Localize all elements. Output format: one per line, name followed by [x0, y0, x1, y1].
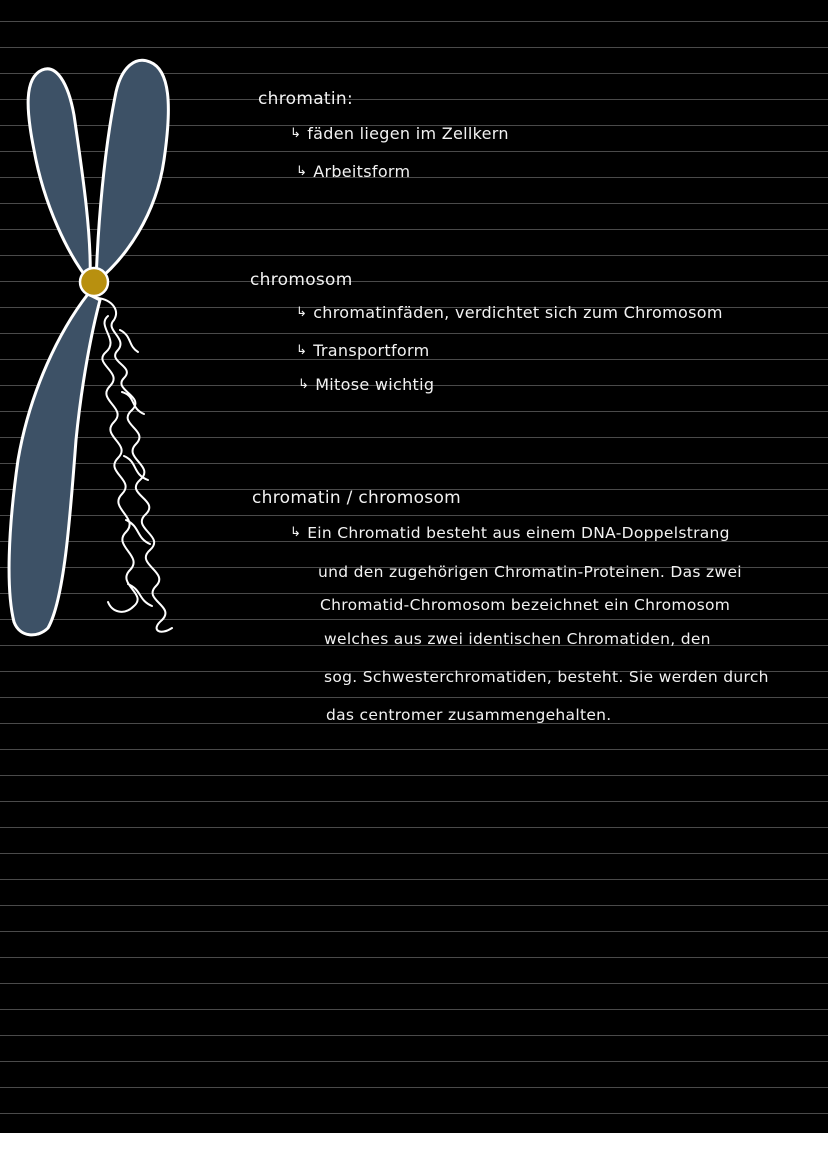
paragraph-line: das centromer zusammengehalten. [326, 706, 612, 724]
chromosome-arm-upper-left [28, 69, 90, 282]
paragraph-line: Chromatid-Chromosom bezeichnet ein Chromosom [320, 596, 731, 614]
point-text: Transportform [313, 341, 430, 360]
point-text: chromatinfäden, verdichtet sich zum Chromosom [313, 303, 723, 322]
note-point [290, 124, 509, 143]
chromosome-arm-lower-left [9, 294, 100, 635]
arrow-icon: ↳ [290, 525, 302, 540]
point-text: Mitose wichtig [315, 375, 435, 394]
arrow-icon: ↳ [296, 305, 308, 320]
paragraph-line [290, 524, 730, 542]
paragraph-text: Ein Chromatid besteht aus einem DNA-Doppelstrang [307, 524, 730, 542]
paragraph-line: und den zugehörigen Chromatin-Proteinen. Das zwei [318, 563, 742, 581]
arrow-icon: ↳ [298, 377, 310, 392]
paragraph-line: welches aus zwei identischen Chromatiden, den [324, 630, 711, 648]
page-bottom-margin [0, 1133, 828, 1171]
chromosome-diagram [0, 40, 200, 660]
arrow-icon: ↳ [290, 126, 302, 141]
arrow-icon: ↳ [296, 343, 308, 358]
point-text: fäden liegen im Zellkern [307, 124, 509, 143]
note-point [296, 341, 430, 360]
chromatin-coil [98, 298, 172, 632]
centromere [80, 268, 108, 296]
heading-chromosom: chromosom [250, 270, 353, 290]
heading-chromatin-chromosom: chromatin / chromosom [252, 488, 462, 508]
heading-chromatin: chromatin: [258, 89, 354, 109]
arrow-icon: ↳ [296, 164, 308, 179]
note-point [298, 375, 434, 394]
paragraph-line: sog. Schwesterchromatiden, besteht. Sie werden durch [324, 668, 769, 686]
note-point [296, 303, 723, 322]
point-text: Arbeitsform [313, 162, 411, 181]
note-point [296, 162, 410, 181]
chromosome-arm-upper-right [96, 60, 168, 282]
